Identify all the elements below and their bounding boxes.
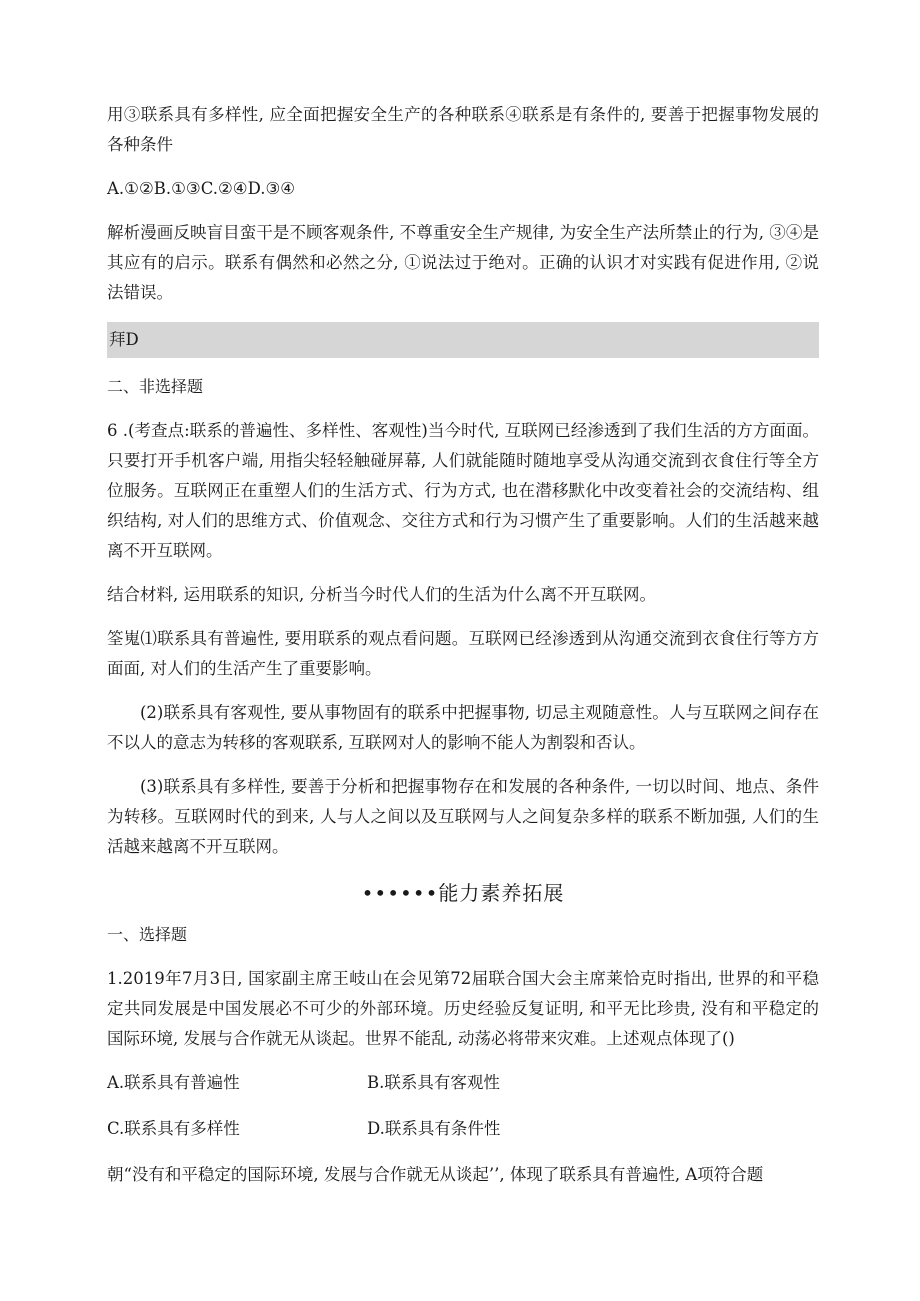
option-b: B.联系具有客观性	[367, 1073, 500, 1092]
answer-bar: 拜D	[107, 322, 819, 358]
choice-options-line: A.①②B.①③C.②④D.③④	[107, 179, 296, 198]
option-c: C.联系具有多样性	[107, 1119, 240, 1138]
answer-6-part-1: 筌嵬⑴联系具有普遍性, 要用联系的观点看问题。互联网已经渗透到从沟通交流到衣食住行等方方面面, 对人们的生活产生了重要影响。	[107, 629, 819, 678]
option-d: D.联系具有条件性	[367, 1119, 501, 1138]
document-page	[107, 100, 819, 1204]
section-heading-non-choice: 二、非选择题	[107, 377, 204, 396]
paragraph-options-statement: 用③联系具有多样性, 应全面把握安全生产的各种联系④联系是有条件的, 要善于把握事物发展的各种条件	[107, 105, 819, 154]
option-a: A.联系具有普遍性	[107, 1073, 240, 1092]
question-1-analysis: 朝“没有和平稳定的国际环境, 发展与合作就无从谈起’’, 体现了联系具有普遍性, A项符合题	[107, 1165, 764, 1184]
question-1-options-row-1	[107, 1068, 819, 1098]
answer-6-part-3: (3)联系具有多样性, 要善于分析和把握事物存在和发展的各种条件, 一切以时间、地点、条件为转移。互联网时代的到来, 人与人之间以及互联网与人之间复杂多样的联系不断加强, 人们的生活越来越离不开互联网。	[107, 777, 819, 856]
answer-6-part-2: (2)联系具有客观性, 要从事物固有的联系中把握事物, 切忌主观随意性。人与互联网之间存在不以人的意志为转移的客观联系, 互联网对人的影响不能人为割裂和否认。	[107, 703, 819, 752]
section-heading-choice: 一、选择题	[107, 925, 188, 944]
question-6: 6 .(考查点:联系的普遍性、多样性、客观性)当今时代, 互联网已经渗透到了我们生活的方方面面。只要打开手机客户端, 用指尖轻轻触碰屏幕, 人们就能随时随地享受从沟通交流到衣食住行等全方位服务。互联网正在重塑人们的生活方式、行为方式, 也在潜移默化中改变着社会的交流结构、组织结构, 对人们的思维方式、价值观念、交往方式和行为习惯产生了重要影响。人们的生活越来越离不开互联网。	[107, 421, 819, 560]
question-1: 1.2019年7月3日, 国家副主席王岐山在会见第72届联合国大会主席莱恰克时指出, 世界的和平稳定共同发展是中国发展必不可少的外部环境。历史经验反复证明, 和平无比珍贵, 没有和平稳定的国际环境, 发展与合作就无从谈起。世界不能乱, 动荡必将带来灾难。上述观点体现了()	[107, 969, 819, 1048]
question-6-task: 结合材料, 运用联系的知识, 分析当今时代人们的生活为什么离不开互联网。	[107, 585, 656, 604]
question-1-options-row-2	[107, 1114, 819, 1144]
ability-extension-heading: ••••••能力素养拓展	[361, 881, 565, 905]
analysis-paragraph: 解析漫画反映盲目蛮干是不顾客观条件, 不尊重安全生产规律, 为安全生产法所禁止的行为, ③④是其应有的启示。联系有偶然和必然之分, ①说法过于绝对。正确的认识才对实践有促进作用, ②说法错误。	[107, 223, 819, 302]
